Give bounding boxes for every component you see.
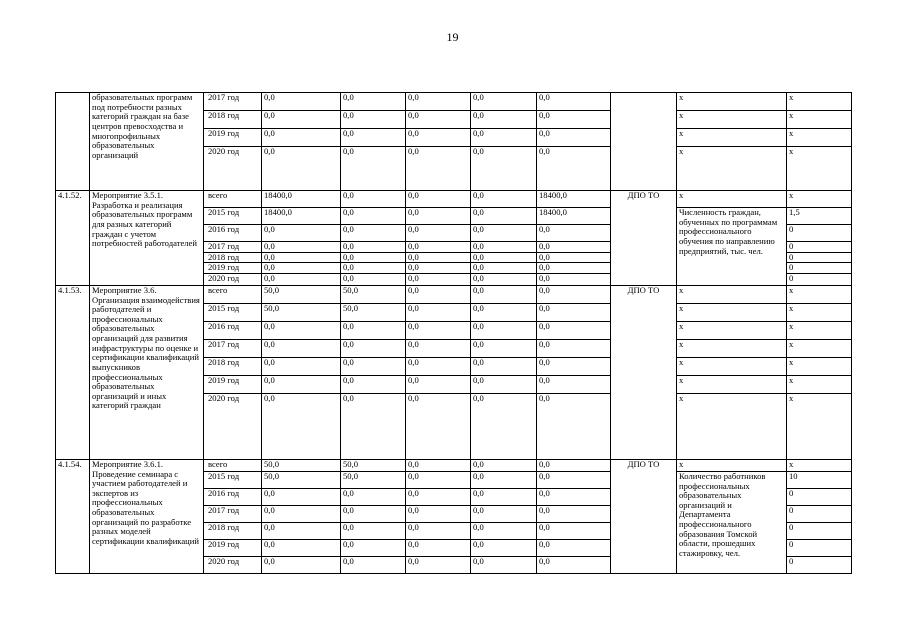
executor-cell — [611, 93, 677, 191]
amount-cell: 0,0 — [262, 225, 341, 242]
amount-cell: 50,0 — [341, 285, 406, 303]
amount-cell: 0,0 — [471, 285, 537, 303]
executor-cell: ДПО ТО — [611, 285, 677, 459]
amount-cell: 0,0 — [537, 93, 611, 111]
year-label: 2015 год — [204, 208, 262, 225]
amount-cell: 50,0 — [341, 303, 406, 321]
indicator-cell: х — [677, 93, 787, 111]
amount-cell: 0,0 — [537, 375, 611, 393]
indicator-cell: х — [677, 129, 787, 147]
item-number: 4.1.53. — [56, 285, 90, 459]
year-label: 2016 год — [204, 225, 262, 242]
amount-cell: 0,0 — [341, 522, 406, 539]
amount-cell: 0,0 — [341, 225, 406, 242]
item-title: Мероприятие 3.6. Организация взаимодействия работодателей и профессиональных образовательных организаций для развития инфраструктуры по оценке и сертификации квалификаций выпускников профессиональных образовательных организаций и иных категорий граждан — [90, 285, 204, 459]
amount-cell: 0,0 — [262, 147, 341, 191]
amount-cell: 18400,0 — [262, 208, 341, 225]
indicator-value: х — [787, 375, 852, 393]
amount-cell: 0,0 — [537, 522, 611, 539]
amount-cell: 18400,0 — [537, 208, 611, 225]
amount-cell: 0,0 — [537, 471, 611, 488]
indicator-value: 0 — [787, 488, 852, 505]
year-label: 2020 год — [204, 556, 262, 573]
amount-cell: 0,0 — [537, 339, 611, 357]
year-label: 2018 год — [204, 522, 262, 539]
amount-cell: 0,0 — [406, 556, 471, 573]
amount-cell: 50,0 — [262, 303, 341, 321]
indicator-cell: х — [677, 375, 787, 393]
amount-cell: 50,0 — [262, 285, 341, 303]
amount-cell: 0,0 — [406, 522, 471, 539]
indicator-value: 10 — [787, 471, 852, 488]
amount-cell: 0,0 — [537, 459, 611, 471]
amount-cell: 0,0 — [471, 471, 537, 488]
amount-cell: 0,0 — [537, 357, 611, 375]
amount-cell: 0,0 — [471, 147, 537, 191]
amount-cell: 0,0 — [406, 488, 471, 505]
amount-cell: 50,0 — [341, 471, 406, 488]
item-number: 4.1.52. — [56, 191, 90, 286]
amount-cell: 0,0 — [262, 357, 341, 375]
program-table — [55, 92, 852, 574]
amount-cell: 0,0 — [471, 225, 537, 242]
item-title: образовательных программ под потребности разных категорий граждан на базе центров превосходства и многопрофильных образовательных организаций — [90, 93, 204, 191]
amount-cell: 0,0 — [471, 393, 537, 459]
year-label: всего — [204, 191, 262, 208]
amount-cell: 0,0 — [262, 393, 341, 459]
amount-cell: 0,0 — [471, 303, 537, 321]
amount-cell: 0,0 — [471, 93, 537, 111]
indicator-value: х — [787, 191, 852, 208]
amount-cell: 0,0 — [406, 375, 471, 393]
amount-cell: 0,0 — [406, 191, 471, 208]
amount-cell: 0,0 — [471, 242, 537, 253]
indicator-value: х — [787, 357, 852, 375]
amount-cell: 0,0 — [406, 321, 471, 339]
year-label: 2019 год — [204, 539, 262, 556]
year-label: 2018 год — [204, 111, 262, 129]
amount-cell: 0,0 — [262, 539, 341, 556]
amount-cell: 0,0 — [262, 505, 341, 522]
amount-cell: 0,0 — [537, 539, 611, 556]
amount-cell: 0,0 — [406, 225, 471, 242]
amount-cell: 0,0 — [471, 459, 537, 471]
amount-cell: 0,0 — [262, 375, 341, 393]
indicator-cell: х — [677, 111, 787, 129]
year-label: 2017 год — [204, 93, 262, 111]
amount-cell: 0,0 — [262, 111, 341, 129]
indicator-value: 0 — [787, 242, 852, 253]
indicator-cell: х — [677, 393, 787, 459]
indicator-cell: х — [677, 303, 787, 321]
amount-cell: 0,0 — [341, 357, 406, 375]
amount-cell: 0,0 — [262, 522, 341, 539]
year-label: 2017 год — [204, 242, 262, 253]
amount-cell: 0,0 — [341, 556, 406, 573]
amount-cell: 0,0 — [262, 129, 341, 147]
amount-cell: 0,0 — [406, 208, 471, 225]
amount-cell: 0,0 — [471, 191, 537, 208]
amount-cell: 0,0 — [262, 339, 341, 357]
amount-cell: 50,0 — [341, 459, 406, 471]
amount-cell: 0,0 — [341, 252, 406, 263]
amount-cell: 0,0 — [471, 522, 537, 539]
amount-cell: 0,0 — [262, 321, 341, 339]
amount-cell: 0,0 — [406, 147, 471, 191]
indicator-name: Численность граждан, обученных по программам профессионального обучения по направлению предприятий, тыс. чел. — [677, 208, 787, 286]
amount-cell: 0,0 — [406, 357, 471, 375]
indicator-value: 0 — [787, 522, 852, 539]
indicator-value: 0 — [787, 252, 852, 263]
page-number: 19 — [446, 30, 459, 44]
amount-cell: 0,0 — [471, 263, 537, 274]
amount-cell: 0,0 — [537, 242, 611, 253]
year-label: 2020 год — [204, 273, 262, 285]
amount-cell: 0,0 — [471, 321, 537, 339]
year-label: 2020 год — [204, 393, 262, 459]
year-label: 2016 год — [204, 321, 262, 339]
amount-cell: 0,0 — [341, 273, 406, 285]
indicator-name: Количество работников профессиональных образовательных организаций и Департамента профессионального образования Томской области, прошедших стажировку, чел. — [677, 471, 787, 573]
amount-cell: 0,0 — [262, 242, 341, 253]
indicator-cell: х — [677, 339, 787, 357]
table-row — [56, 93, 852, 111]
amount-cell: 0,0 — [406, 303, 471, 321]
amount-cell: 0,0 — [537, 303, 611, 321]
indicator-value: х — [787, 321, 852, 339]
year-label: 2017 год — [204, 339, 262, 357]
amount-cell: 0,0 — [537, 129, 611, 147]
amount-cell: 0,0 — [537, 273, 611, 285]
table-row — [56, 285, 852, 303]
year-label: 2018 год — [204, 252, 262, 263]
indicator-value: х — [787, 303, 852, 321]
amount-cell: 0,0 — [262, 556, 341, 573]
indicator-cell: х — [677, 357, 787, 375]
amount-cell: 0,0 — [471, 129, 537, 147]
amount-cell: 0,0 — [471, 539, 537, 556]
indicator-value: 0 — [787, 539, 852, 556]
indicator-value: х — [787, 459, 852, 471]
indicator-value: х — [787, 93, 852, 111]
amount-cell: 0,0 — [406, 285, 471, 303]
indicator-value: 0 — [787, 273, 852, 285]
item-title: Мероприятие 3.5.1. Разработка и реализация образовательных программ для разных категорий граждан с учетом потребностей работодателей — [90, 191, 204, 286]
amount-cell: 0,0 — [471, 375, 537, 393]
amount-cell: 0,0 — [471, 252, 537, 263]
amount-cell: 0,0 — [537, 393, 611, 459]
item-title: Мероприятие 3.6.1. Проведение семинара с участием работодателей и экспертов из профессиональных образовательных организаций по разработке разных моделей сертификации квалификаций — [90, 459, 204, 573]
amount-cell: 0,0 — [406, 273, 471, 285]
amount-cell: 0,0 — [537, 321, 611, 339]
amount-cell: 50,0 — [262, 471, 341, 488]
amount-cell: 0,0 — [406, 263, 471, 274]
indicator-value: х — [787, 129, 852, 147]
amount-cell: 0,0 — [406, 505, 471, 522]
indicator-cell: х — [677, 285, 787, 303]
year-label: всего — [204, 285, 262, 303]
indicator-value: 0 — [787, 556, 852, 573]
amount-cell: 18400,0 — [537, 191, 611, 208]
amount-cell: 0,0 — [471, 111, 537, 129]
indicator-value: х — [787, 393, 852, 459]
amount-cell: 0,0 — [341, 129, 406, 147]
amount-cell: 0,0 — [471, 488, 537, 505]
amount-cell: 0,0 — [471, 357, 537, 375]
amount-cell: 0,0 — [341, 488, 406, 505]
amount-cell: 0,0 — [406, 459, 471, 471]
indicator-cell: х — [677, 191, 787, 208]
amount-cell: 0,0 — [341, 505, 406, 522]
indicator-cell: х — [677, 459, 787, 471]
amount-cell: 0,0 — [341, 191, 406, 208]
year-label: 2019 год — [204, 375, 262, 393]
table-row — [56, 459, 852, 471]
amount-cell: 0,0 — [406, 339, 471, 357]
amount-cell: 0,0 — [341, 321, 406, 339]
table-row — [56, 191, 852, 208]
indicator-cell: х — [677, 147, 787, 191]
amount-cell: 0,0 — [341, 147, 406, 191]
indicator-value: 0 — [787, 263, 852, 274]
indicator-value: 0 — [787, 505, 852, 522]
amount-cell: 0,0 — [537, 505, 611, 522]
amount-cell: 0,0 — [406, 539, 471, 556]
amount-cell: 0,0 — [406, 111, 471, 129]
amount-cell: 0,0 — [406, 129, 471, 147]
amount-cell: 0,0 — [406, 252, 471, 263]
amount-cell: 0,0 — [341, 393, 406, 459]
amount-cell: 0,0 — [471, 556, 537, 573]
amount-cell: 0,0 — [341, 111, 406, 129]
indicator-value: 0 — [787, 225, 852, 242]
amount-cell: 0,0 — [262, 263, 341, 274]
amount-cell: 0,0 — [406, 242, 471, 253]
amount-cell: 0,0 — [471, 505, 537, 522]
amount-cell: 0,0 — [262, 488, 341, 505]
year-label: 2016 год — [204, 488, 262, 505]
amount-cell: 0,0 — [341, 93, 406, 111]
executor-cell: ДПО ТО — [611, 459, 677, 573]
indicator-value: х — [787, 285, 852, 303]
amount-cell: 0,0 — [341, 539, 406, 556]
amount-cell: 0,0 — [537, 111, 611, 129]
year-label: 2019 год — [204, 129, 262, 147]
indicator-value: х — [787, 147, 852, 191]
amount-cell: 0,0 — [406, 471, 471, 488]
item-number — [56, 93, 90, 191]
amount-cell: 0,0 — [537, 147, 611, 191]
year-label: 2020 год — [204, 147, 262, 191]
year-label: всего — [204, 459, 262, 471]
amount-cell: 0,0 — [471, 208, 537, 225]
amount-cell: 0,0 — [341, 208, 406, 225]
year-label: 2015 год — [204, 471, 262, 488]
amount-cell: 50,0 — [262, 459, 341, 471]
amount-cell: 0,0 — [537, 225, 611, 242]
indicator-value: х — [787, 339, 852, 357]
amount-cell: 0,0 — [406, 393, 471, 459]
amount-cell: 0,0 — [341, 375, 406, 393]
indicator-cell: х — [677, 321, 787, 339]
item-number: 4.1.54. — [56, 459, 90, 573]
amount-cell: 0,0 — [341, 242, 406, 253]
indicator-value: х — [787, 111, 852, 129]
amount-cell: 0,0 — [262, 273, 341, 285]
amount-cell: 0,0 — [262, 93, 341, 111]
amount-cell: 0,0 — [537, 263, 611, 274]
year-label: 2015 год — [204, 303, 262, 321]
amount-cell: 0,0 — [341, 339, 406, 357]
amount-cell: 0,0 — [341, 263, 406, 274]
amount-cell: 0,0 — [537, 488, 611, 505]
amount-cell: 0,0 — [262, 252, 341, 263]
amount-cell: 18400,0 — [262, 191, 341, 208]
amount-cell: 0,0 — [537, 252, 611, 263]
amount-cell: 0,0 — [406, 93, 471, 111]
indicator-value: 1,5 — [787, 208, 852, 225]
amount-cell: 0,0 — [471, 273, 537, 285]
year-label: 2018 год — [204, 357, 262, 375]
amount-cell: 0,0 — [537, 556, 611, 573]
amount-cell: 0,0 — [537, 285, 611, 303]
executor-cell: ДПО ТО — [611, 191, 677, 286]
year-label: 2019 год — [204, 263, 262, 274]
year-label: 2017 год — [204, 505, 262, 522]
amount-cell: 0,0 — [471, 339, 537, 357]
